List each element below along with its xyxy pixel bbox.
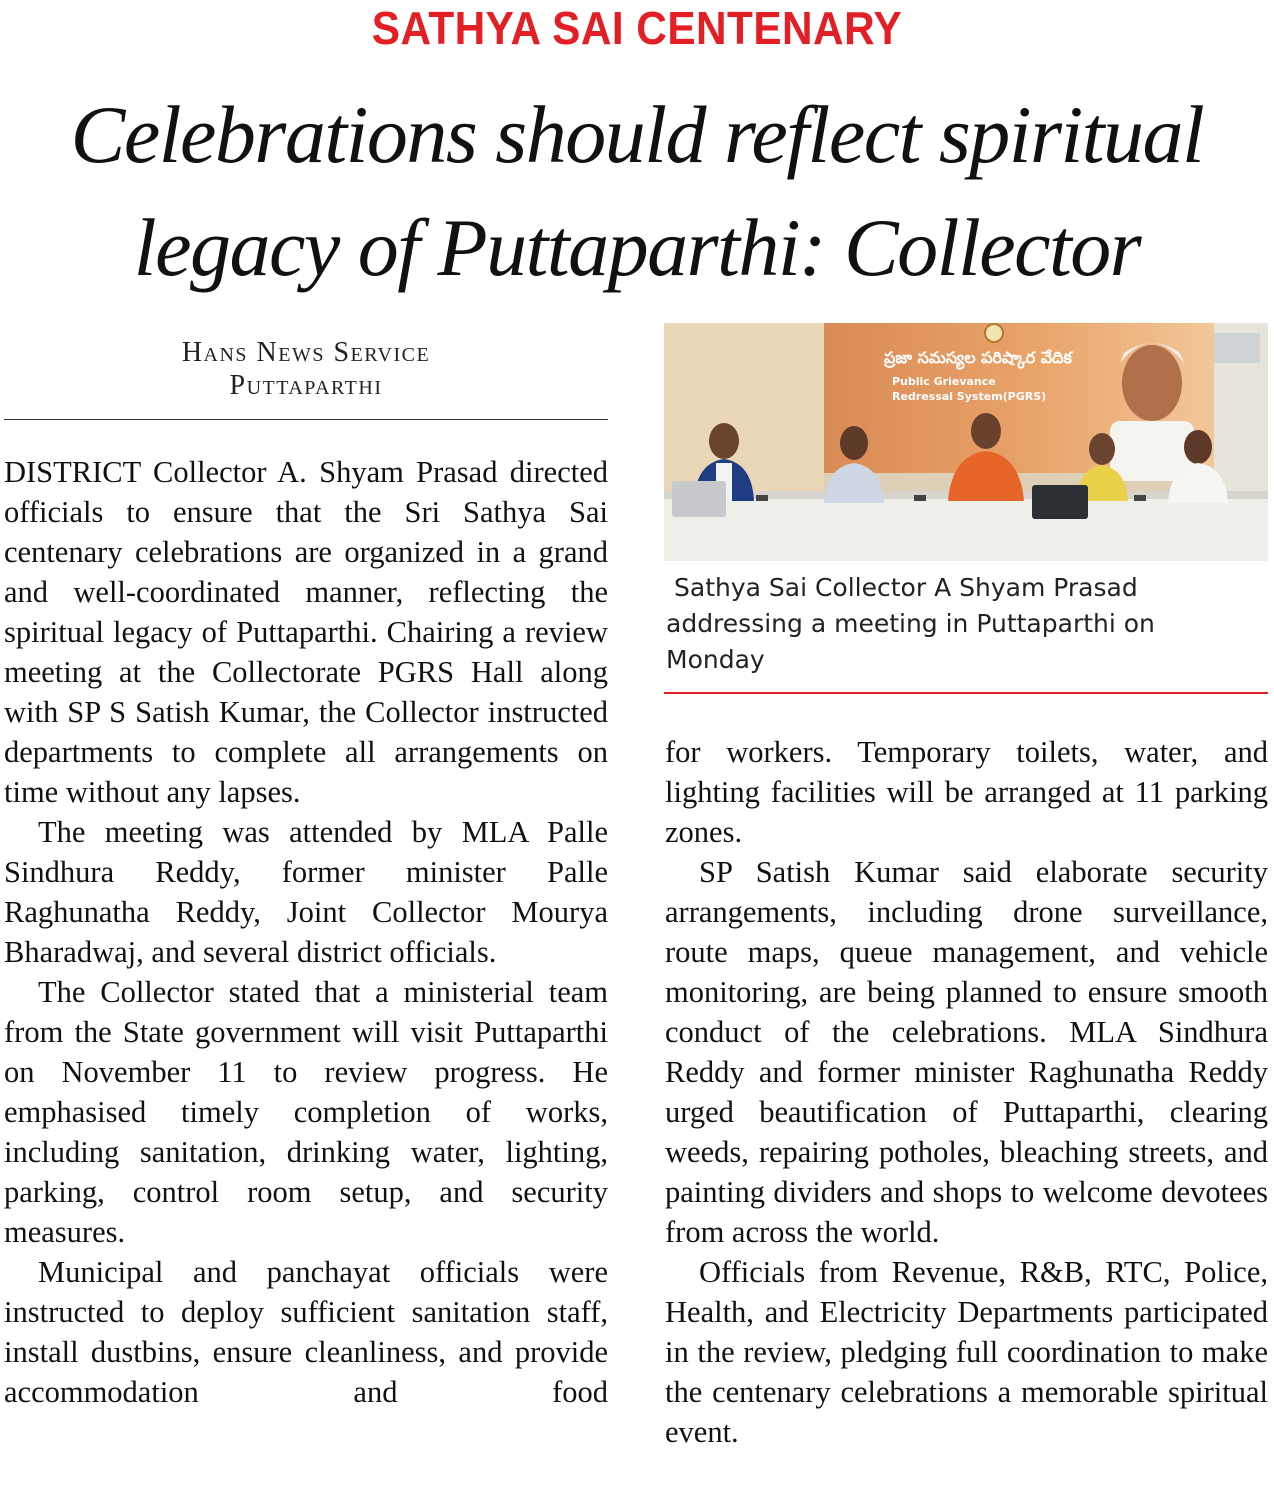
byline-place: Puttaparthi: [229, 370, 383, 401]
body-paragraph: Officials from Revenue, R&B, RTC, Police, Health, and Electricity Departments participated in the review, pledging full coordination to make the centenary celebrations a memorable spiritual event.: [665, 1255, 1268, 1449]
banner-telugu-text: ప్రజా సమస్యల పరిష్కార వేదిక: [884, 348, 1072, 367]
headline-line-2: legacy of Puttaparthi: Collector: [133, 202, 1141, 293]
section-kicker: SATHYA SAI CENTENARY: [371, 2, 903, 54]
body-paragraph: SP Satish Kumar said elaborate security arrangements, including drone surveillance, route maps, queue management, and vehicle monitoring, are being planned to ensure smooth conduct of the celebrations. MLA Sindhura Reddy and former minister Raghunatha Reddy urged beautification of Puttaparthi, clearing weeds, repairing potholes, bleaching streets, and painting dividers and shops to welcome devotees from across the world.: [665, 855, 1268, 1249]
photo-caption: [666, 570, 1266, 678]
caption-divider: [664, 692, 1268, 694]
byline-agency: Hans News Service: [181, 337, 431, 368]
caption-line-2: addressing a meeting in Puttaparthi on: [666, 609, 1155, 638]
body-paragraph: Municipal and panchayat officials were instructed to deploy sufficient sanitation staff, install dustbins, ensure cleanliness, and provide accommodation and food: [4, 1255, 608, 1409]
byline: [4, 336, 608, 402]
caption-line-3: Monday: [666, 645, 765, 674]
body-paragraph: The Collector stated that a ministerial team from the State government will visit Puttaparthi on November 11 to review progress. He emphasised timely completion of works, including sanitation, drinking water, lighting, parking, control room setup, and security measures.: [4, 975, 608, 1249]
article-column-left: [4, 452, 608, 1412]
body-paragraph: DISTRICT Collector A. Shyam Prasad directed officials to ensure that the Sri Sathya Sai centenary celebrations are organized in a grand and well-coordinated manner, reflecting the spiritual legacy of Puttaparthi. Chairing a review meeting at the Collectorate PGRS Hall along with SP S Satish Kumar, the Collector instructed departments to complete all arrangements on time without any lapses.: [4, 455, 608, 809]
caption-line-1: Sathya Sai Collector A Shyam Prasad: [674, 573, 1138, 602]
byline-divider: [4, 419, 608, 420]
banner-line-2: Redressal System(PGRS): [892, 390, 1047, 403]
meeting-photo: [664, 323, 1268, 561]
banner-line-1: Public Grievance: [892, 375, 996, 388]
headline-line-1: Celebrations should reflect spiritual: [70, 89, 1204, 180]
article-column-right: [665, 732, 1268, 1452]
body-paragraph: for workers. Temporary toilets, water, and lighting facilities will be arranged at 11 parking zones.: [665, 735, 1268, 849]
body-paragraph: The meeting was attended by MLA Palle Sindhura Reddy, former minister Palle Raghunatha Reddy, Joint Collector Mourya Bharadwaj, and several district officials.: [4, 815, 608, 969]
meeting-photo-illustration: [664, 323, 1268, 561]
headline: [0, 78, 1274, 304]
